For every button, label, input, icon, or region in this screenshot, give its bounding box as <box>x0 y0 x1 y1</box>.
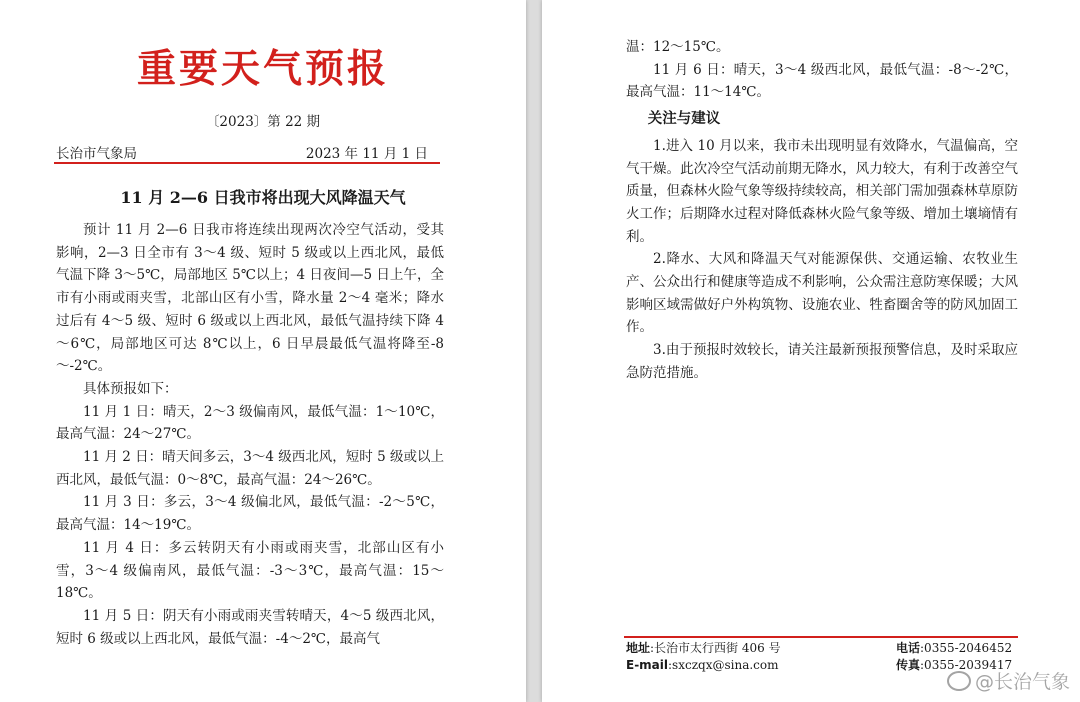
email-value: :sxczqx@sina.com <box>668 658 779 672</box>
footer-row-1 <box>626 640 1018 657</box>
fax-label: 传真 <box>896 658 921 672</box>
advice-item-3: 3.由于预报时效较长，请关注最新预报预警信息，及时采取应急防范措施。 <box>626 342 1018 381</box>
forecast-day-5-continued: 温：12～15℃。 <box>626 39 730 55</box>
phone-value: :0355-2046452 <box>920 641 1013 655</box>
advice-item-1: 1.进入 10 月以来，我市未出现明显有效降水，气温偏高，空气干燥。此次冷空气活动前期无降水，风力较大，有利于改善空气质量，但森林火险气象等级持续较高，相关部门需加强森林草原防火工作；后期降水过程对降低森林火险气象等级、增加土壤墒情有利。 <box>626 137 1018 245</box>
weibo-watermark <box>947 667 1070 694</box>
summary-paragraph: 预计 11 月 2—6 日我市将连续出现两次冷空气活动，受其影响，2—3 日全市有 3～4 级、短时 5 级或以上西北风，最低气温下降 3～5℃，局部地区 5℃以上；4 日夜间—5 日上午，全市有小雨或雨夹雪，北部山区有小雪，降水量 2～4 毫米；降水过后有 4～5 级、短时 6 级或以上西北风，最低气温持续下降 4～6℃，局部地区可达 8℃以上，6 日早晨最低气温将降至-8～-2℃。 <box>56 222 444 375</box>
forecast-body-continued <box>626 36 1018 385</box>
header-divider <box>54 162 440 164</box>
forecast-body <box>56 219 444 650</box>
forecast-day-1: 11 月 1 日：晴天，2～3 级偏南风，最低气温：1～10℃，最高气温：24～27℃。 <box>56 403 444 443</box>
meta-row <box>56 142 438 162</box>
forecast-day-3: 11 月 3 日：多云，3～4 级偏北风，最低气温：-2～5℃，最高气温：14～19℃。 <box>56 494 444 534</box>
document-page-left <box>0 0 526 702</box>
watermark-text: @长治气象 <box>974 671 1070 693</box>
address-value: :长治市太行西街 406 号 <box>650 641 781 655</box>
agency-name: 长治市气象局 <box>56 146 137 162</box>
email-label: E-mail <box>626 658 669 672</box>
forecast-day-6: 11 月 6 日：晴天，3～4 级西北风，最低气温：-8～-2℃，最高气温：11～14℃。 <box>626 61 1018 101</box>
masthead-title: 重要天气预报 <box>136 46 389 92</box>
issue-date: 2023 年 11 月 1 日 <box>305 146 428 162</box>
issue-number: 〔2023〕第 22 期 <box>205 114 321 130</box>
advice-section-title: 关注与建议 <box>647 110 721 128</box>
forecast-intro: 具体预报如下： <box>83 380 178 397</box>
phone-label: 电话 <box>896 641 921 655</box>
forecast-day-5: 11 月 5 日：阴天有小雨或雨夹雪转晴天，4～5 级西北风，短时 6 级或以上西北风，最低气温：-4～2℃，最高气 <box>56 607 444 647</box>
forecast-day-2: 11 月 2 日：晴天间多云，3～4 级西北风，短时 5 级或以上西北风，最低气温：0～8℃，最高气温：24～26℃。 <box>56 449 444 488</box>
advice-item-2: 2.降水、大风和降温天气对能源保供、交通运输、农牧业生产、公众出行和健康等造成不利影响，公众需注意防寒保暖；大风影响区域需做好户外构筑物、设施农业、牲畜圈舍等的防风加固工作。 <box>626 251 1018 336</box>
weibo-logo-icon <box>947 671 971 691</box>
fax-value: :0355-2039417 <box>920 658 1013 672</box>
forecast-headline: 11 月 2—6 日我市将出现大风降温天气 <box>120 188 406 207</box>
document-page-right <box>542 0 1080 702</box>
forecast-day-4: 11 月 4 日：多云转阴天有小雨或雨夹雪，北部山区有小雪，3～4 级偏南风，最低气温：-3～3℃，最高气温：15～18℃。 <box>56 539 444 602</box>
address-label: 地址 <box>626 641 651 655</box>
footer-divider-top <box>624 636 1018 638</box>
